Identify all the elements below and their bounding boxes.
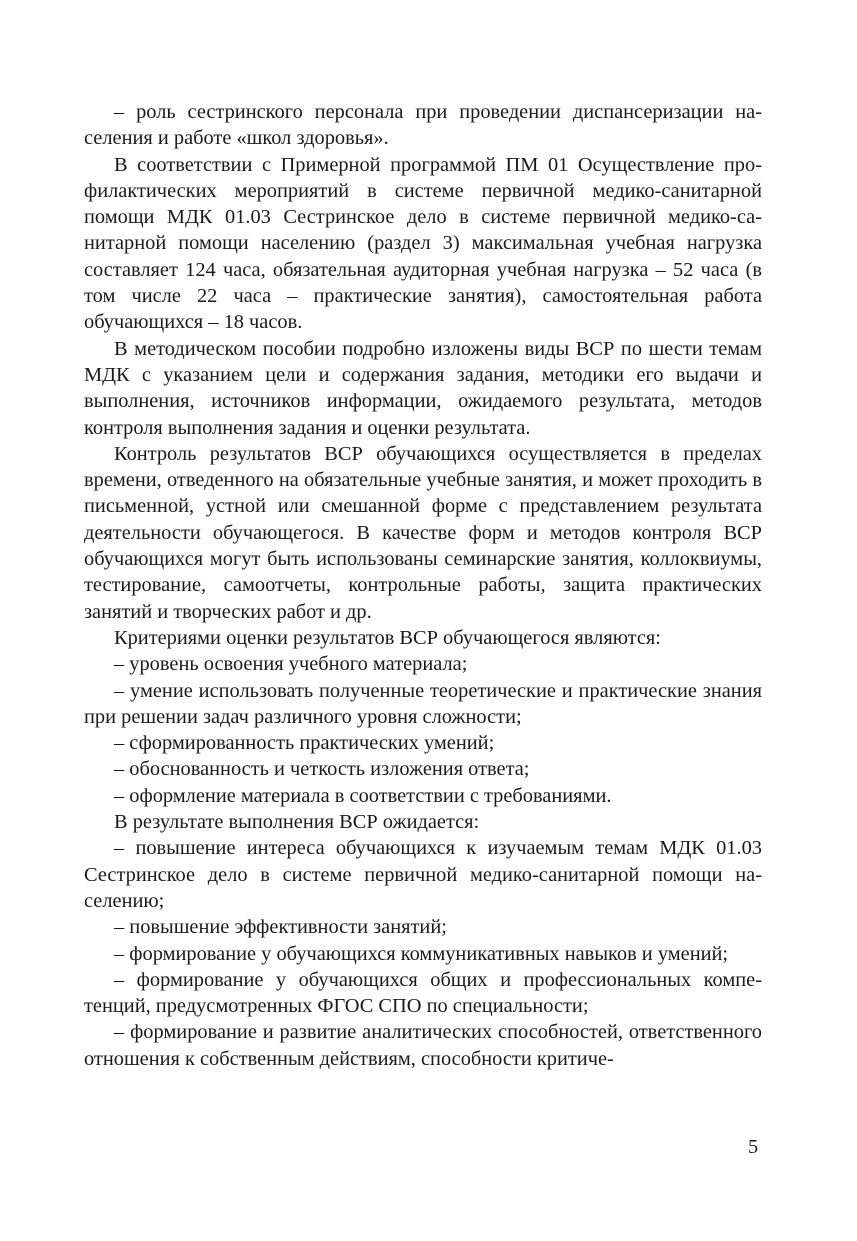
- list-item: – умение использовать полученные теоретические и практические знания при решении задач различного уровня сложности;: [84, 679, 762, 728]
- list-item: – уровень освоения учебного материала;: [114, 653, 468, 676]
- paragraph: – роль сестринского персонала при проведении диспансеризации населения и работе «школ здоровья».: [84, 101, 762, 150]
- page-number: 5: [748, 1136, 759, 1158]
- list-item: – формирование и развитие аналитических способностей, ответственного отношения к собственным действиям, способности критиче-: [84, 1021, 762, 1070]
- list-item: – формирование у обучающихся коммуникативных навыков и умений;: [114, 942, 729, 965]
- paragraph: В методическом пособии подробно изложены виды ВСР по шести темам МДК с указанием цели и содержания задания, методики его выдачи и выполнения, источников информации, ожидаемого результата, методов контроля выполнения задания и оценки результата.: [84, 337, 762, 439]
- list-item: – сформированность практических умений;: [114, 732, 495, 755]
- page-body: [84, 99, 762, 1072]
- list-item: – оформление материала в соответствии с требованиями.: [114, 784, 612, 807]
- paragraph: Критериями оценки результатов ВСР обучающегося являются:: [114, 626, 661, 649]
- list-item: – повышение интереса обучающихся к изучаемым темам МДК 01.03 Сестринское дело в системе первичной медико-санитарной помощи населению;: [84, 837, 762, 912]
- paragraph: В результате выполнения ВСР ожидается:: [114, 811, 480, 834]
- list-item: – повышение эффективности занятий;: [114, 916, 447, 939]
- list-item: – формирование у обучающихся общих и профессиональных компетенций, предусмотренных ФГОС СПО по специальности;: [84, 968, 762, 1018]
- paragraph: Контроль результатов ВСР обучающихся осуществляется в пределах времени, отведенного на обязательные учебные занятия, и может проходить в письменной, устной или смешанной форме с представлением результата деятельности обучающегося. В качестве форм и методов контроля ВСР обучающихся могут быть использованы семинарские занятия, коллоквиумы, тестирование, самоотчеты, контрольные работы, защита практических занятий и творческих работ и др.: [84, 442, 762, 623]
- paragraph: В соответствии с Примерной программой ПМ 01 Осуществление профилактических мероприятий в системе первичной медико-санитарной помощи МДК 01.03 Сестринское дело в системе первичной медико-санитарной помощи населению (раздел 3) максимальная учебная нагрузка составляет 124 часа, обязательная аудиторная учебная нагрузка – 52 часа (в том числе 22 часа – практические занятия), самостоятельная работа обучающихся – 18 часов.: [84, 153, 762, 334]
- list-item: – обоснованность и четкость изложения ответа;: [114, 758, 530, 781]
